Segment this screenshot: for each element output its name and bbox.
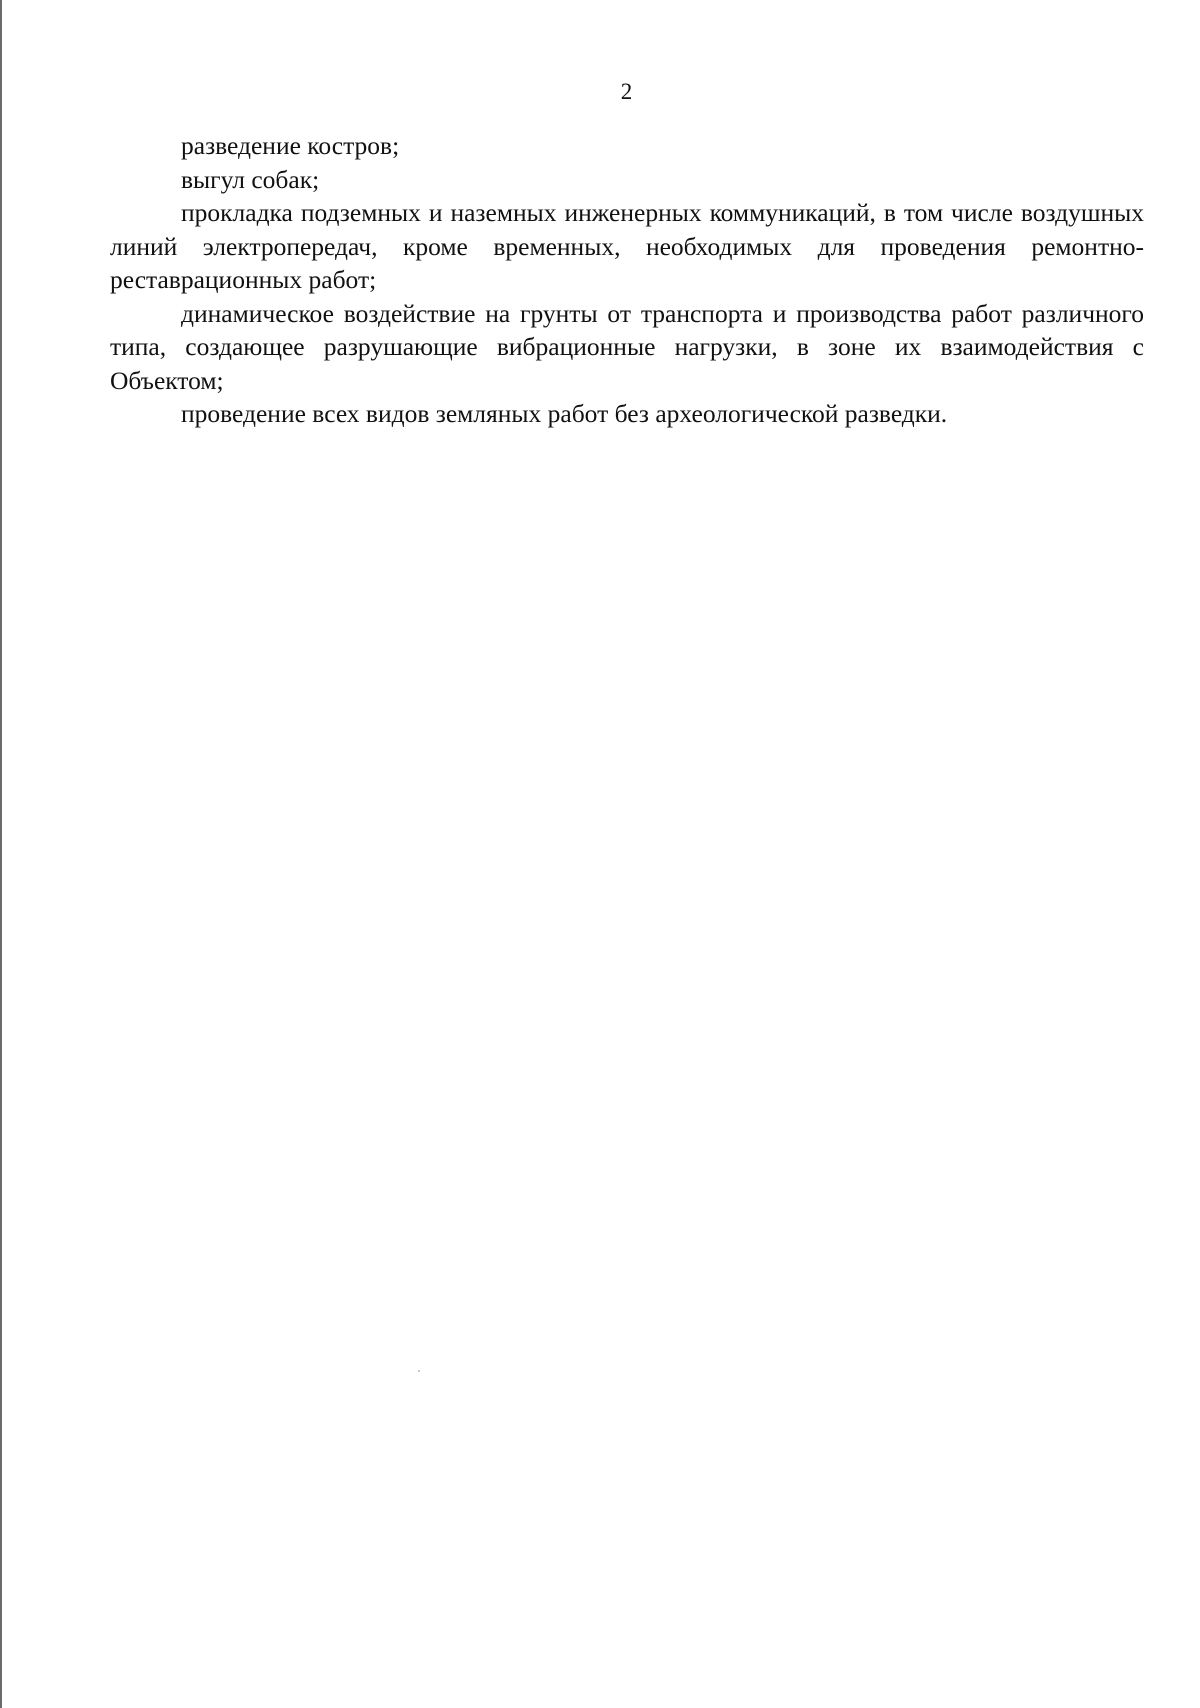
paragraph-5: проведение всех видов земляных работ без археологической разведки. [181,399,948,428]
scan-edge-shadow [0,0,2,1708]
page-number: 2 [620,79,633,104]
scan-speck [418,1370,420,1372]
paragraph-1: разведение костров; [181,131,400,160]
paragraph-3: прокладка подземных и наземных инженерных коммуникаций, в том числе воздушных линий электропередач, кроме временных, необходимых для проведения ремонтно-реставрационных работ; [110,198,1144,294]
paragraph-2: выгул собак; [181,164,320,194]
document-body [110,129,1144,431]
paragraph-4: динамическое воздействие на грунты от транспорта и производства работ различного типа, создающее разрушающие вибрационные нагрузки, в зоне их взаимодействия с Объектом; [110,298,1144,395]
